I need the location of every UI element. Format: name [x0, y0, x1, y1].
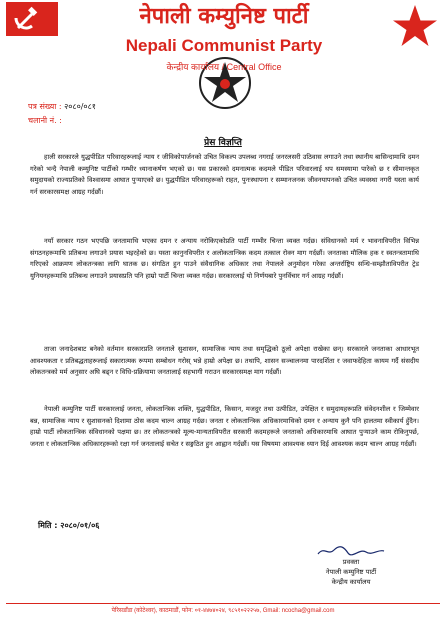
- party-name-english: Nepali Communist Party: [125, 36, 323, 55]
- hammer-sickle-flag-icon: [6, 2, 58, 36]
- signature-block: [296, 545, 406, 587]
- paragraph-2: नयाँ सरकार गठन भएपछि जनतामाथि भएका दमन र अन्याय नरोकिएकोप्रति पार्टी गम्भीर चिन्ता व्यक्त गर्दछ। संविधानको मर्म र भावनाविपरीत विभिन्न संगठनहरूमाथि प्रतिबन्ध लगाउने प्रयास भइरहेको छ। यस्ता कानुनविपरीत र अलोकतान्त्रिक कदम तत्काल रोक्न माग गर्दछौं। जनताका मौलिक हक र स्वतन्त्रतामाथि गरिएको आक्रमण लोकतन्त्रका लागि घातक छ। संगठित हुन पाउने संवैधानिक अधिकार तथा नेपालले अनुमोदन गरेका अन्तर्राष्ट्रिय सन्धि-सम्झौताविपरीत ट्रेड युनियनहरूमाथि प्रतिबन्ध लगाउने प्रयासप्रति पनि हाम्रो पार्टी चिन्ता व्यक्त गर्दछ। सरकारलाई यो निर्णयबारे पुनर्विचार गर्न आग्रह गर्दछौं।: [30, 237, 419, 280]
- red-star-icon: [392, 4, 438, 52]
- reference-number: [28, 101, 96, 112]
- ref-value: २०८०/०८१: [64, 102, 96, 111]
- paragraph-3: ताजा जनादेशबाट बनेको वर्तमान सरकारप्रति जनताले सुशासन, सामाजिक न्याय तथा समृद्धिको ठूलो अपेक्षा राखेका छन्। सरकारले जनताका आधारभूत आवश्यकता र प्रतिबद्धताहरूलाई सकारात्मक रूपमा सम्बोधन गरोस् भन्ने हाम्रो अपेक्षा छ। तथापि, शासन सञ्चालनमा पारदर्शिता र जवाफदेहिता कायम गर्दै संसदीय लोकतन्त्रको मर्म अनुसार अघि बढ्न र विधि-प्रक्रियामा जनतालाई सहभागी गराउन सरकारसमक्ष माग गर्दछौं।: [30, 345, 419, 377]
- footer-address: पेरिसडाँडा (कोटेश्वर), काठमाडौं, फोन: ०१-४४७४०२४, ९८५१०२२२५७, Gmail: ncocha@gmail.com: [111, 608, 335, 614]
- date-label: मिति :: [38, 521, 58, 530]
- paragraph-4: नेपाली कम्युनिष्ट पार्टी सरकारलाई जनता, लोकतान्त्रिक शक्ति, युद्धपीडित, किसान, मजदुर तथा उत्पीडित, उपेक्षित र समुदायहरूप्रति संवेदनशील र जिम्मेवार बन्न, सामाजिक न्याय र सुशासनको दिशामा ठोस कदम चाल्न आग्रह गर्दछ। जनता र लोकतान्त्रिक अधिकारमाथिको दमन र अन्याय कुनै पनि हालतमा स्वीकार्य हुँदैन। हाम्रो पार्टी लोकतान्त्रिक संविधानको पक्षमा छ। तर लोकतन्त्रको मूल्य-मान्यताविपरीत सरकारी कदमहरूले जनताको अधिकारमाथि आघात पुर्‍याउने काम रोकिनुपर्छ, जनता र लोकतान्त्रिक अधिकारहरूको रक्षा गर्न जनतालाई सचेत र सङ्गठित हुन आह्वान गर्दछौं। यस विषयमा आवश्यक ध्यान दिई आवश्यक कदम चाल्न आग्रह गर्दछौं।: [30, 405, 420, 448]
- dispatch-label: चलानी नं. :: [28, 116, 62, 125]
- handwritten-signature: [296, 545, 406, 557]
- dispatch-number: [28, 115, 62, 126]
- document-title: प्रेस विज्ञप्ति: [204, 138, 242, 148]
- paragraph-1: हाली सरकारले युद्धपीडित परिवारहरूलाई न्याय र जीविकोपार्जनको उचित विकल्प उपलब्ध नगराई जनरलसरी उठिवास लगाउने तथा स्थानीय बासिन्दामाथि दमन गरेको भन्दै नेपाली कम्युनिष्ट पार्टीको गम्भीर ध्यानाकर्षण भएको छ। यस प्रकारको दमनात्मक कदमले पीडित परिवारलाई थप समस्यामा पारेको छ र सीमान्तकृत समुदायको राज्यप्रतिको विश्वासमा आघात पुर्‍याएको छ। युद्धपीडित परिवारहरूको राहत, पुनःस्थापना र सम्मानजनक जीवनयापनको उचित व्यवस्था नगरी यस्ता कार्य गर्न सरकारसमक्ष आग्रह गर्दछौं।: [30, 153, 419, 196]
- signatory-party: नेपाली कम्युनिष्ट पार्टी: [325, 568, 377, 576]
- signatory-office: केन्द्रीय कार्यालय: [331, 578, 371, 586]
- party-name-nepali: नेपाली कम्युनिष्ट पार्टी: [139, 4, 309, 29]
- ref-label: पत्र संख्या :: [28, 102, 62, 111]
- footer-divider: [6, 603, 440, 604]
- date: [38, 520, 99, 531]
- office-line: केन्द्रीय कार्यालय / Central Office: [166, 62, 282, 72]
- date-value: २०८०/०१/०६: [60, 521, 100, 530]
- signatory-name: प्रवक्ता: [342, 558, 360, 566]
